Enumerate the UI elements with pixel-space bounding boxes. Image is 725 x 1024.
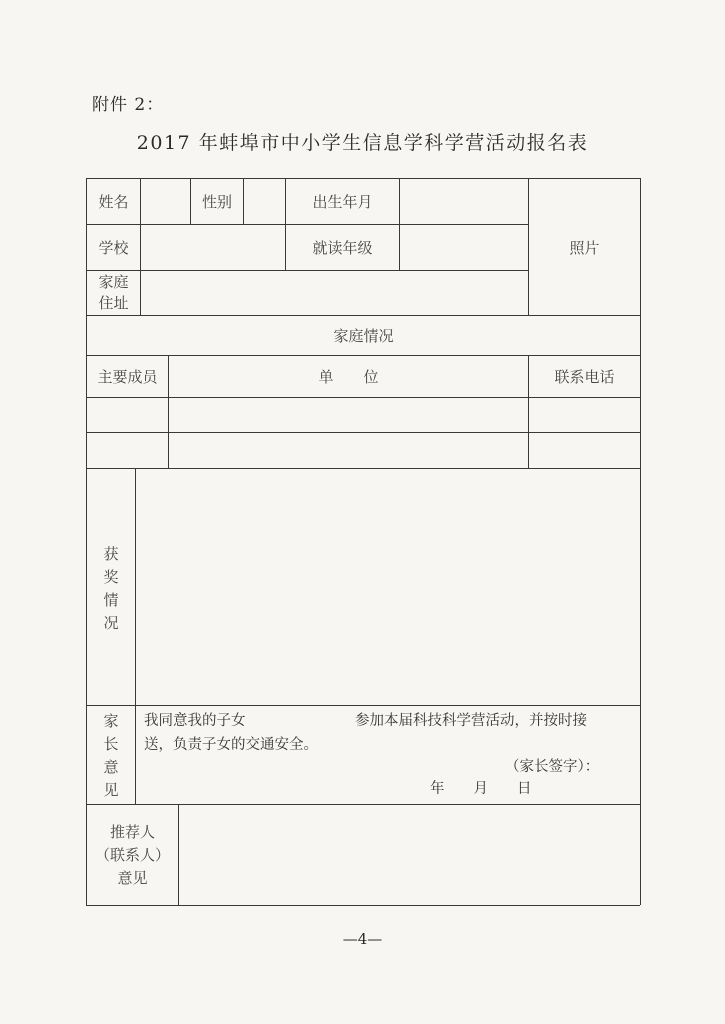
gender-field[interactable]: [244, 179, 285, 224]
parent-opinion-char: 意: [103, 758, 119, 776]
unit-field-2[interactable]: [169, 433, 528, 468]
phone-field-1[interactable]: [529, 398, 640, 432]
awards-char: 情: [103, 591, 119, 609]
awards-char: 获: [103, 545, 119, 563]
school-field[interactable]: [141, 225, 285, 270]
member-field-1[interactable]: [87, 398, 168, 432]
recommender-label: [87, 817, 178, 893]
consent-text-start: 我同意我的子女: [144, 713, 246, 729]
grade-label: 就读年级: [312, 239, 373, 257]
parent-opinion-label: [96, 710, 126, 802]
family-section-heading: 家庭情况: [333, 327, 394, 345]
address-label-line2: 住址: [98, 294, 129, 312]
address-label-line1: 家庭: [98, 273, 129, 291]
attachment-label: 附件 2：: [92, 95, 165, 115]
birth-label: 出生年月: [312, 193, 373, 211]
awards-label: [96, 543, 126, 635]
phone-field-2[interactable]: [529, 433, 640, 468]
name-field[interactable]: [141, 179, 190, 224]
recommender-label-line1: 推荐人: [109, 822, 155, 841]
consent-text-line2: 送，负责子女的交通安全。: [144, 737, 318, 753]
parent-opinion-char: 家: [103, 712, 119, 730]
name-label: 姓名: [98, 193, 129, 211]
page-number: —4—: [342, 930, 383, 948]
parent-opinion-char: 长: [103, 735, 119, 753]
parent-opinion-char: 见: [103, 781, 119, 799]
awards-field[interactable]: [136, 469, 640, 705]
birth-field[interactable]: [400, 179, 528, 224]
unit-header: 单 位: [318, 368, 379, 386]
awards-char: 奖: [103, 568, 119, 586]
awards-char: 况: [103, 614, 119, 632]
grade-field[interactable]: [400, 225, 528, 270]
recommender-label-line2: （联系人）: [94, 845, 170, 864]
form-title: 2017 年蚌埠市中小学生信息学科学营活动报名表: [136, 132, 589, 154]
consent-text-rest: 参加本届科技科学营活动，并按时接: [355, 713, 587, 729]
address-field[interactable]: [141, 271, 528, 315]
photo-box[interactable]: 照片: [569, 238, 600, 257]
phone-header: 联系电话: [554, 368, 615, 386]
recommender-label-line3: 意见: [117, 868, 148, 887]
member-field-2[interactable]: [87, 433, 168, 468]
gender-label: 性别: [201, 193, 232, 211]
school-label: 学校: [98, 239, 129, 257]
address-label: [87, 271, 140, 315]
signature-date: 年 月 日: [430, 781, 532, 797]
main-member-header: 主要成员: [97, 368, 158, 386]
parent-signature-label: （家长签字）：: [505, 759, 600, 775]
recommender-field[interactable]: [179, 805, 640, 905]
unit-field-1[interactable]: [169, 398, 528, 432]
